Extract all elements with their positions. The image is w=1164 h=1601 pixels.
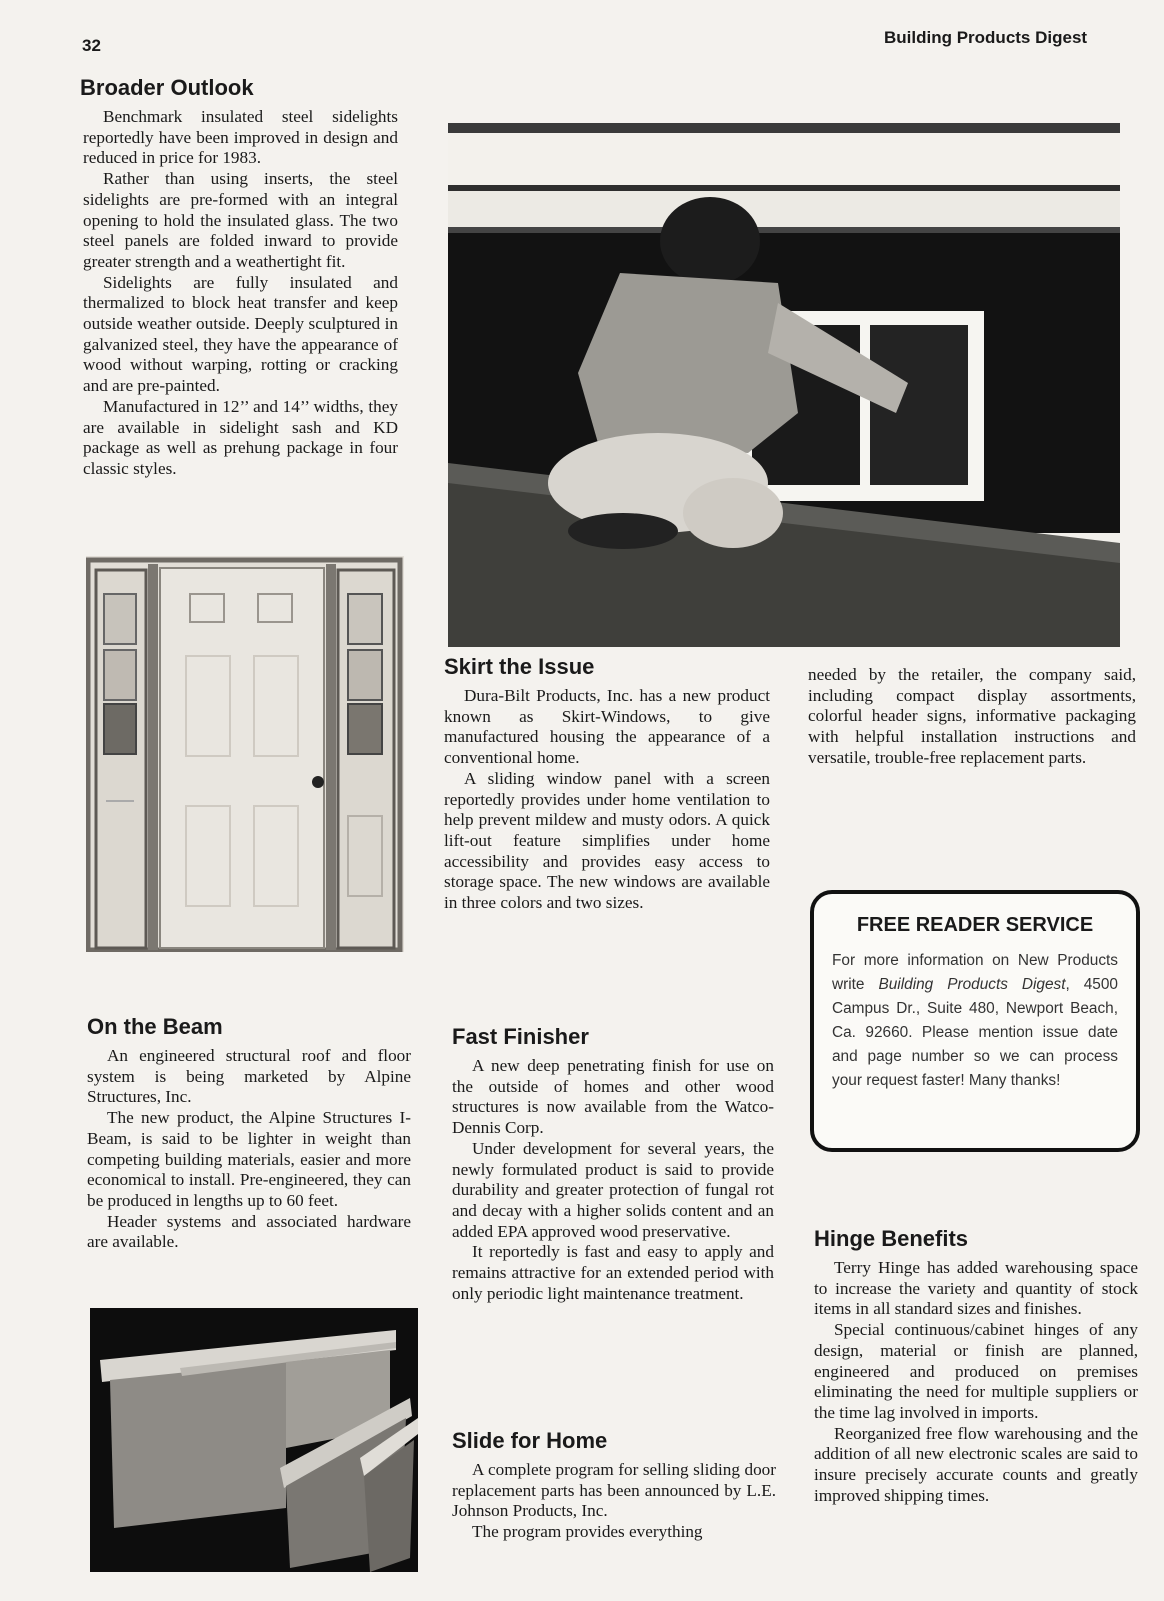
article-heading: Fast Finisher <box>452 1024 589 1049</box>
article-heading: On the Beam <box>87 1014 223 1039</box>
paragraph: Benchmark insulated steel sidelights reportedly have been improved in design and reduced in price for 1983. <box>83 107 398 168</box>
paragraph: Dura-Bilt Products, Inc. has a new product known as Skirt-Windows, to give manufactured housing the appearance of a conventional home. <box>444 686 770 768</box>
slide-for-home-continuation <box>808 665 1136 769</box>
paragraph: needed by the retailer, the company said, including compact display assortments, colorful header signs, informative packaging with helpful installation instructions and versatile, trouble-free replacement parts. <box>808 665 1136 767</box>
reader-service-text <box>832 949 1118 1093</box>
article-heading: Skirt the Issue <box>444 654 595 679</box>
page-number: 32 <box>82 36 101 55</box>
paragraph: Sidelights are fully insulated and thermalized to block heat transfer and keep outside weather outside. Deeply sculptured in galvanized steel, they have the appearance of wood without warping, rotting or cracking and are pre-painted. <box>83 272 398 396</box>
article-fast-finisher <box>452 1024 774 1304</box>
article-slide-for-home <box>452 1428 776 1543</box>
reader-service-publication: Building Products Digest <box>878 976 1066 993</box>
paragraph: The new product, the Alpine Structures I-Beam, is said to be lighter in weight than competing building materials, easier and more economical to install. Pre-engineered, they can be produced in lengths up to 60 feet. <box>87 1108 411 1210</box>
reader-service-text-after: , 4500 Campus Dr., Suite 480, Newport Beach, Ca. 92660. Please mention issue date and page number so we can process your request faster! Many thanks! <box>832 976 1118 1089</box>
paragraph: Reorganized free flow warehousing and the addition of all new electronic scales are said to insure precisely accurate counts and greatly improved shipping times. <box>814 1423 1138 1505</box>
article-heading: Hinge Benefits <box>814 1226 969 1251</box>
paragraph: Under development for several years, the newly formulated product is said to provide durability and greater protection of fungal rot and decay with a higher solids content and an added EPA approved wood preservative. <box>452 1138 774 1241</box>
reader-service-title: FREE READER SERVICE <box>856 914 1094 936</box>
article-broader-outlook <box>80 75 398 480</box>
paragraph: A new deep penetrating finish for use on the outside of homes and other wood structures is now available from the Watco-Dennis Corp. <box>452 1056 774 1138</box>
paragraph: Terry Hinge has added warehousing space to increase the variety and quantity of stock items in all standard sizes and finishes. <box>814 1258 1138 1319</box>
skirt-window-photo <box>448 123 1120 647</box>
paragraph: A complete program for selling sliding door replacement parts has been announced by L.E. Johnson Products, Inc. <box>452 1460 776 1521</box>
paragraph: The program provides everything <box>472 1522 703 1542</box>
paragraph: Rather than using inserts, the steel sidelights are pre-formed with an integral opening to hold the insulated glass. The two steel panels are folded inward to provide greater strength and a weathertight fit. <box>83 169 398 271</box>
article-skirt-the-issue <box>444 654 770 914</box>
article-heading: Broader Outlook <box>80 75 254 100</box>
paragraph: A sliding window panel with a screen reportedly provides under home ventilation to help prevent mildew and musty odors. A quick lift-out feature simplifies under home accessibility and provides easy access to storage space. The new windows are available in three colors and two sizes. <box>444 768 770 913</box>
article-heading: Slide for Home <box>452 1428 608 1453</box>
article-hinge-benefits <box>814 1226 1138 1506</box>
article-on-the-beam <box>87 1014 411 1253</box>
paragraph: An engineered structural roof and floor system is being marketed by Alpine Structures, Inc. <box>87 1046 411 1107</box>
paragraph: It reportedly is fast and easy to apply and remains attractive for an extended period with only periodic light maintenance treatment. <box>452 1242 774 1303</box>
reader-service-text-before: For more information on New Products write <box>832 952 1118 993</box>
paragraph: Special continuous/cabinet hinges of any design, material or finish are planned, engineered and produced on premises eliminating the need for multiple suppliers or the time lag involved in imports. <box>814 1320 1138 1422</box>
paragraph: Manufactured in 12’’ and 14’’ widths, they are available in sidelight sash and KD package as well as prehung package in four classic styles. <box>83 396 398 478</box>
paragraph: Header systems and associated hardware are available. <box>87 1211 411 1252</box>
reader-service-box <box>810 890 1140 1152</box>
publication-name: Building Products Digest <box>884 28 1088 47</box>
i-beam-photo <box>90 1308 418 1572</box>
door-sidelights-photo <box>86 556 404 952</box>
